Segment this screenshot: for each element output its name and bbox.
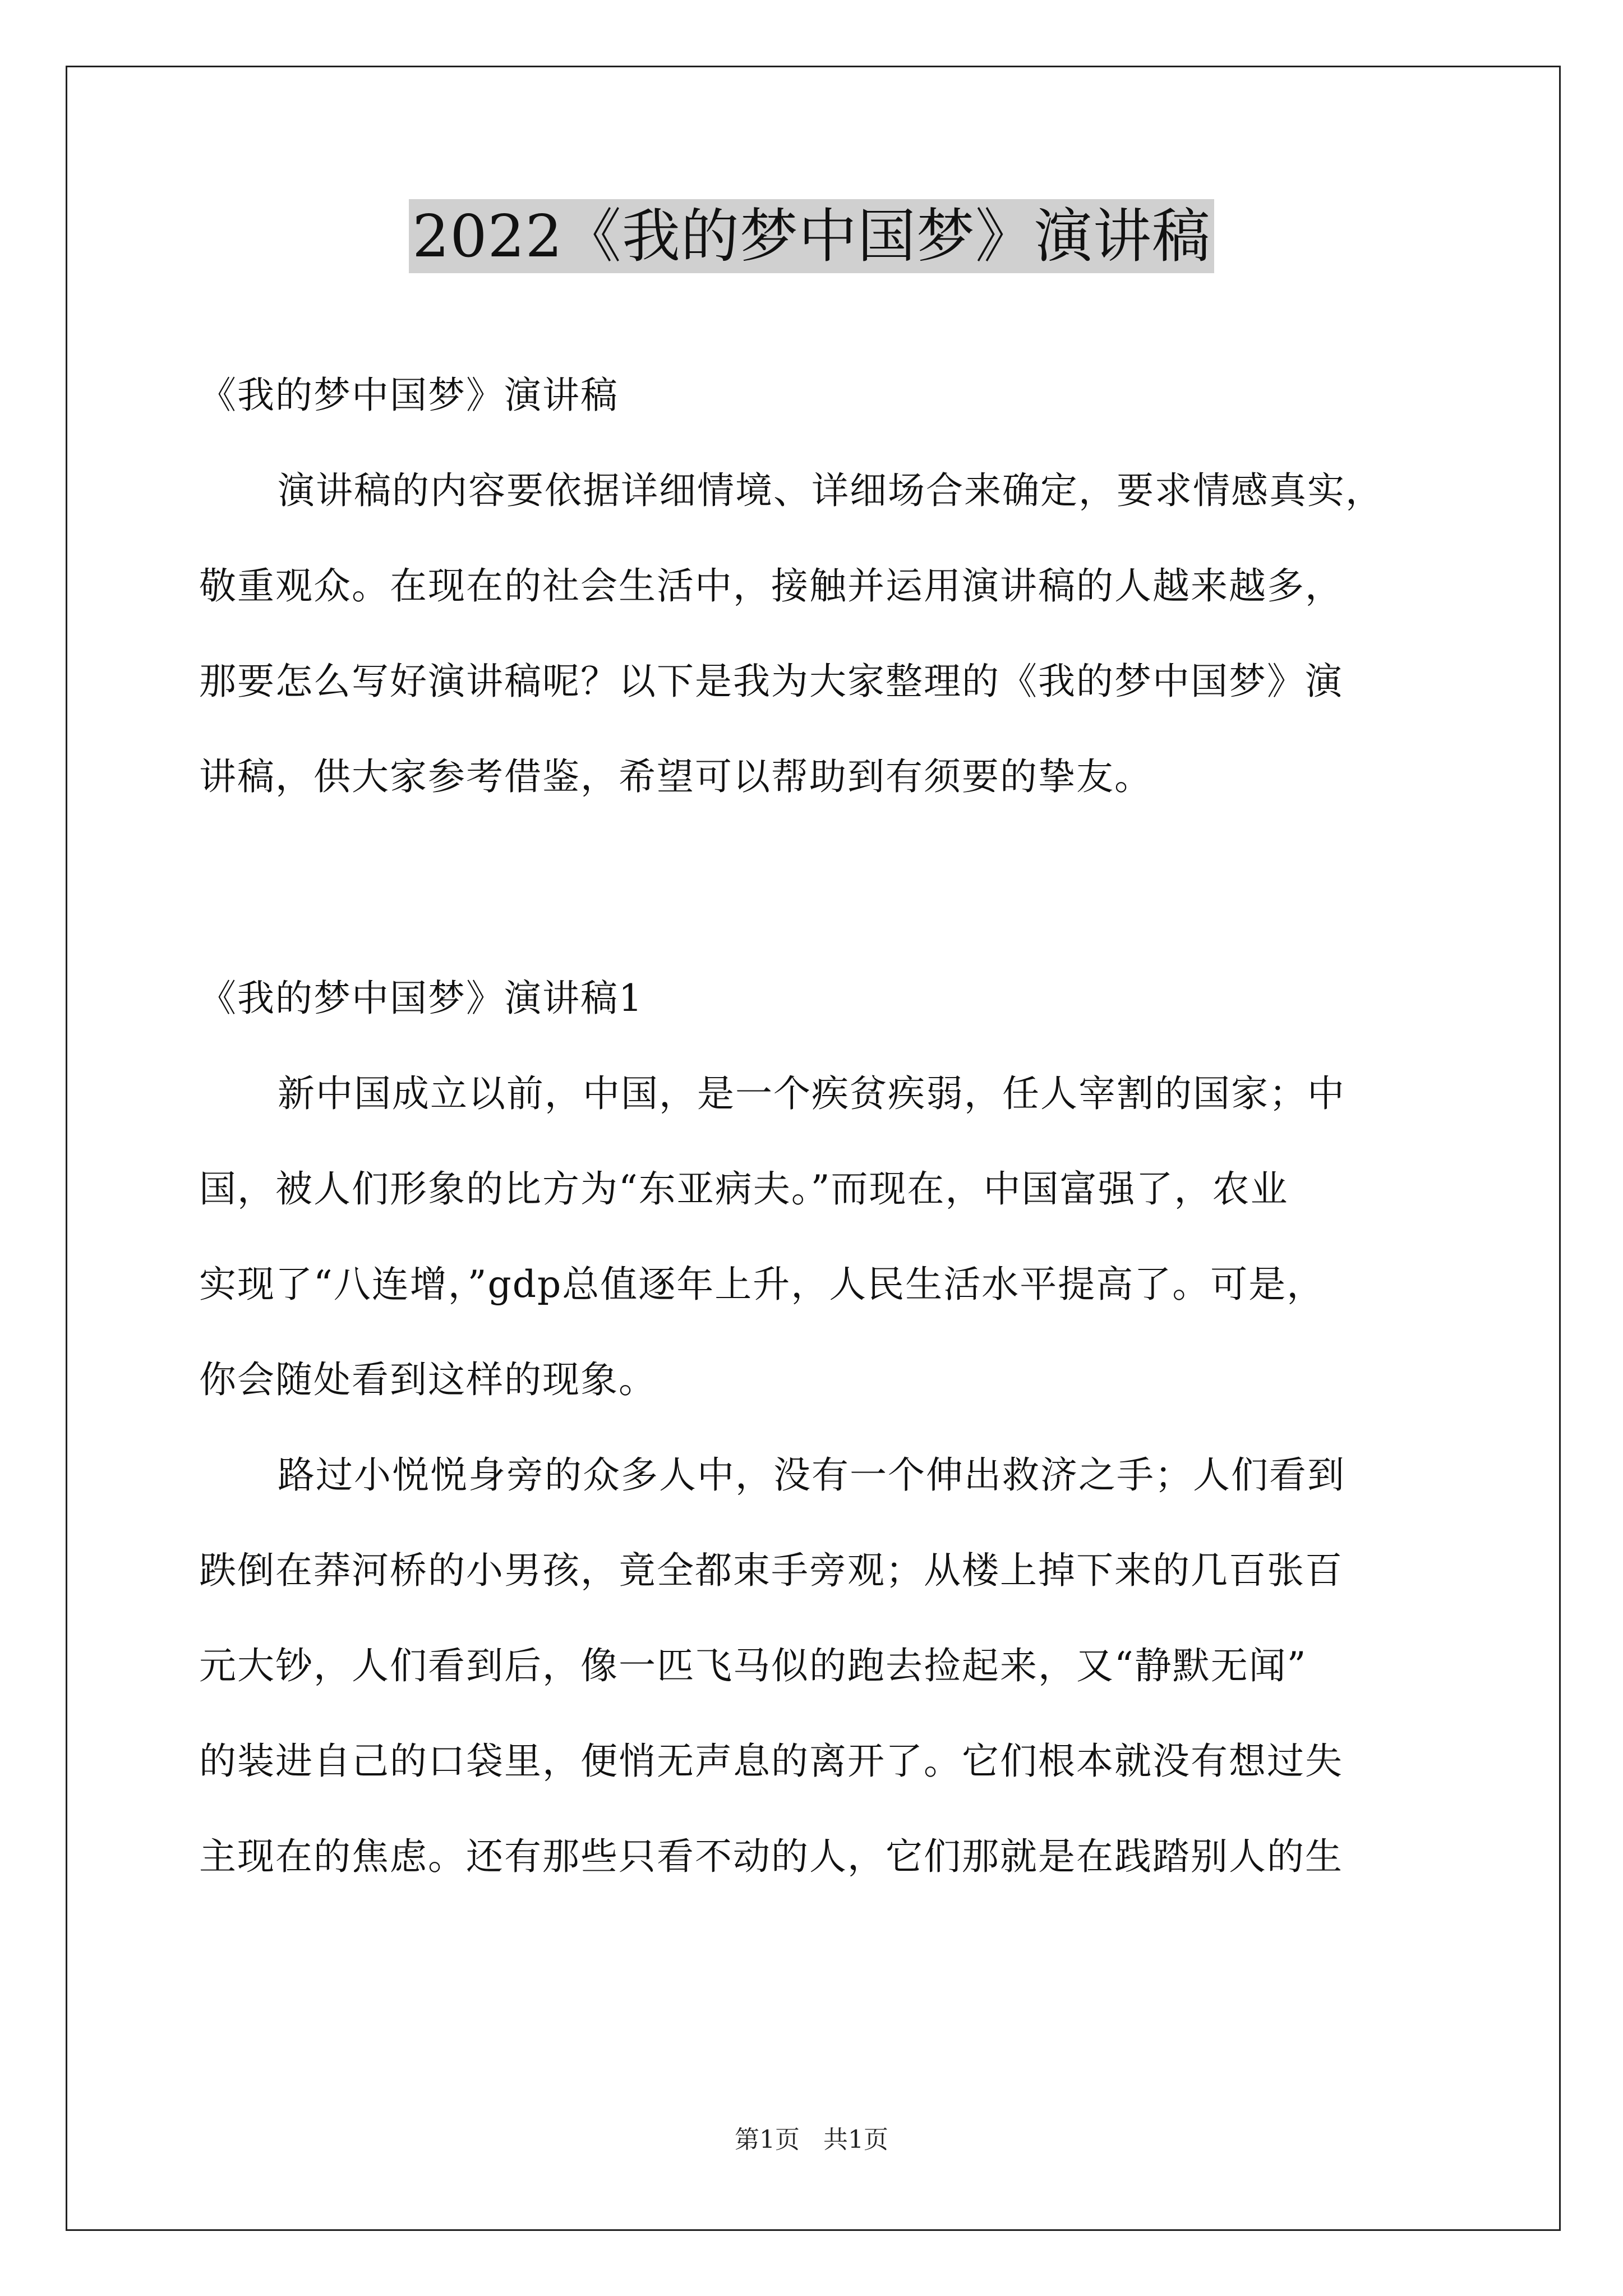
paragraph-line: 实现了“八连增，”gdp总值逐年上升，人民生活水平提高了。可是， [199, 1263, 1325, 1306]
page-total: 共1页 [823, 2125, 888, 2154]
paragraph-line: 讲稿，供大家参考借鉴，希望可以帮助到有须要的挚友。 [199, 755, 1152, 798]
intro-paragraph [199, 443, 1461, 825]
body-paragraph [199, 1428, 1461, 1904]
paragraph-line: 新中国成立以前，中国，是一个疾贫疾弱，任人宰割的国家；中 [278, 1072, 1345, 1115]
body-paragraph [199, 1046, 1461, 1428]
paragraph-line: 路过小悦悦身旁的众多人中，没有一个伸出救济之手；人们看到 [278, 1453, 1345, 1497]
section-heading: 《我的梦中国梦》演讲稿 [199, 374, 619, 417]
page-footer [0, 2123, 1623, 2157]
paragraph-line: 主现在的焦虑。还有那些只看不动的人，它们那就是在践踏别人的生 [199, 1835, 1343, 1878]
document-title: 2022《我的梦中国梦》演讲稿 [409, 199, 1214, 273]
paragraph-line: 演讲稿的内容要依据详细情境、详细场合来确定，要求情感真实， [278, 469, 1384, 512]
section-heading: 《我的梦中国梦》演讲稿1 [199, 977, 643, 1020]
section-spacer [199, 825, 1461, 951]
paragraph-line: 元大钞，人们看到后，像一匹飞马似的跑去捡起来，又“静默无闻” [199, 1644, 1307, 1687]
title-container [0, 199, 1623, 273]
paragraph-line: 你会随处看到这样的现象。 [199, 1358, 657, 1401]
paragraph-line: 那要怎么写好演讲稿呢？以下是我为大家整理的《我的梦中国梦》演 [199, 660, 1343, 703]
paragraph-line: 跌倒在莽河桥的小男孩，竟全都束手旁观；从楼上掉下来的几百张百 [199, 1549, 1343, 1592]
paragraph-line: 敬重观众。在现在的社会生活中，接触并运用演讲稿的人越来越多， [199, 564, 1343, 608]
page-number: 第1页 [735, 2125, 800, 2154]
paragraph-line: 的装进自己的口袋里，便悄无声息的离开了。它们根本就没有想过失 [199, 1740, 1343, 1783]
document-body [199, 348, 1461, 1904]
paragraph-line: 国，被人们形象的比方为“东亚病夫。”而现在，中国富强了，农业 [199, 1167, 1289, 1211]
